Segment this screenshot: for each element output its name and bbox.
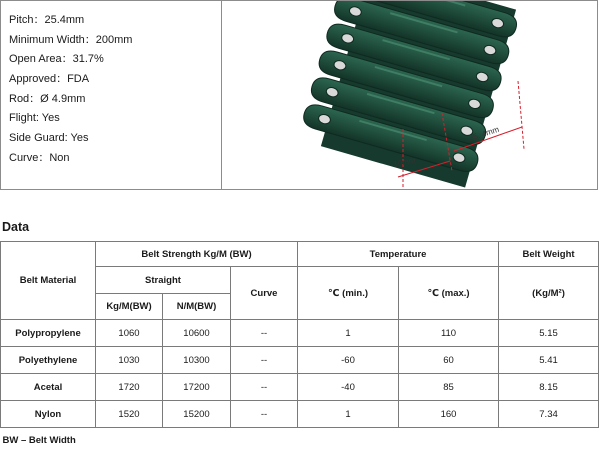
spec-curve: Curve：Non bbox=[9, 151, 70, 164]
cell-temp-max: 110 bbox=[399, 320, 499, 347]
header-nm: N/M(BW) bbox=[163, 294, 231, 320]
cell-curve: -- bbox=[231, 320, 298, 347]
spec-flight: Flight: Yes bbox=[9, 112, 60, 125]
spec-minimum-width: Minimum Width：200mm bbox=[9, 33, 133, 46]
header-curve: Curve bbox=[231, 267, 298, 320]
cell-weight: 5.41 bbox=[499, 347, 599, 374]
belt-data-table bbox=[0, 241, 599, 453]
cell-nm: 10600 bbox=[163, 320, 231, 347]
section-title: Data bbox=[2, 220, 30, 234]
table-footnote-row bbox=[1, 428, 599, 454]
cell-curve: -- bbox=[231, 374, 298, 401]
header-belt-material: Belt Material bbox=[1, 242, 96, 320]
cell-weight: 8.15 bbox=[499, 374, 599, 401]
cell-nm: 10300 bbox=[163, 347, 231, 374]
cell-weight: 7.34 bbox=[499, 401, 599, 428]
dimension-height-label: 10mm bbox=[392, 155, 417, 169]
header-temp-min: ℃ (min.) bbox=[298, 267, 399, 320]
header-temperature: Temperature bbox=[298, 242, 499, 267]
cell-kgm: 1720 bbox=[96, 374, 163, 401]
table-row bbox=[1, 320, 599, 347]
cell-temp-min: 1 bbox=[298, 401, 399, 428]
cell-curve: -- bbox=[231, 347, 298, 374]
cell-weight: 5.15 bbox=[499, 320, 599, 347]
cell-temp-min: -60 bbox=[298, 347, 399, 374]
spec-approved: Approved：FDA bbox=[9, 73, 90, 86]
spec-open-area: Open Area：31.7% bbox=[9, 53, 104, 66]
cell-temp-max: 85 bbox=[399, 374, 499, 401]
cell-kgm: 1520 bbox=[96, 401, 163, 428]
cell-material: Nylon bbox=[1, 401, 96, 428]
header-kgm: Kg/M(BW) bbox=[96, 294, 163, 320]
table-footnote: BW – Belt Width bbox=[1, 428, 599, 454]
cell-material: Acetal bbox=[1, 374, 96, 401]
table-row bbox=[1, 401, 599, 428]
header-temp-max: ℃ (max.) bbox=[399, 267, 499, 320]
cell-material: Polypropylene bbox=[1, 320, 96, 347]
dimension-pitch-label: 25. 4mm bbox=[467, 124, 501, 143]
spec-side-guard: Side Guard: Yes bbox=[9, 132, 89, 145]
cell-kgm: 1060 bbox=[96, 320, 163, 347]
cell-nm: 17200 bbox=[163, 374, 231, 401]
cell-temp-min: -40 bbox=[298, 374, 399, 401]
cell-temp-max: 60 bbox=[399, 347, 499, 374]
cell-material: Polyethylene bbox=[1, 347, 96, 374]
cell-nm: 15200 bbox=[163, 401, 231, 428]
header-weight-unit: (Kg/M²) bbox=[499, 267, 599, 320]
belt-diagram-svg bbox=[222, 1, 598, 189]
header-belt-weight: Belt Weight bbox=[499, 242, 599, 267]
spec-pitch: Pitch：25.4mm bbox=[9, 14, 85, 26]
cell-temp-max: 160 bbox=[399, 401, 499, 428]
table-row bbox=[1, 374, 599, 401]
header-straight: Straight bbox=[96, 267, 231, 294]
cell-curve: -- bbox=[231, 401, 298, 428]
spec-list bbox=[9, 11, 132, 169]
spec-rod: Rod：Ø 4.9mm bbox=[9, 92, 86, 105]
header-belt-strength: Belt Strength Kg/M (BW) bbox=[96, 242, 298, 267]
table-row bbox=[1, 347, 599, 374]
spec-box bbox=[0, 0, 598, 190]
cell-kgm: 1030 bbox=[96, 347, 163, 374]
cell-temp-min: 1 bbox=[298, 320, 399, 347]
belt-diagram bbox=[222, 1, 598, 189]
